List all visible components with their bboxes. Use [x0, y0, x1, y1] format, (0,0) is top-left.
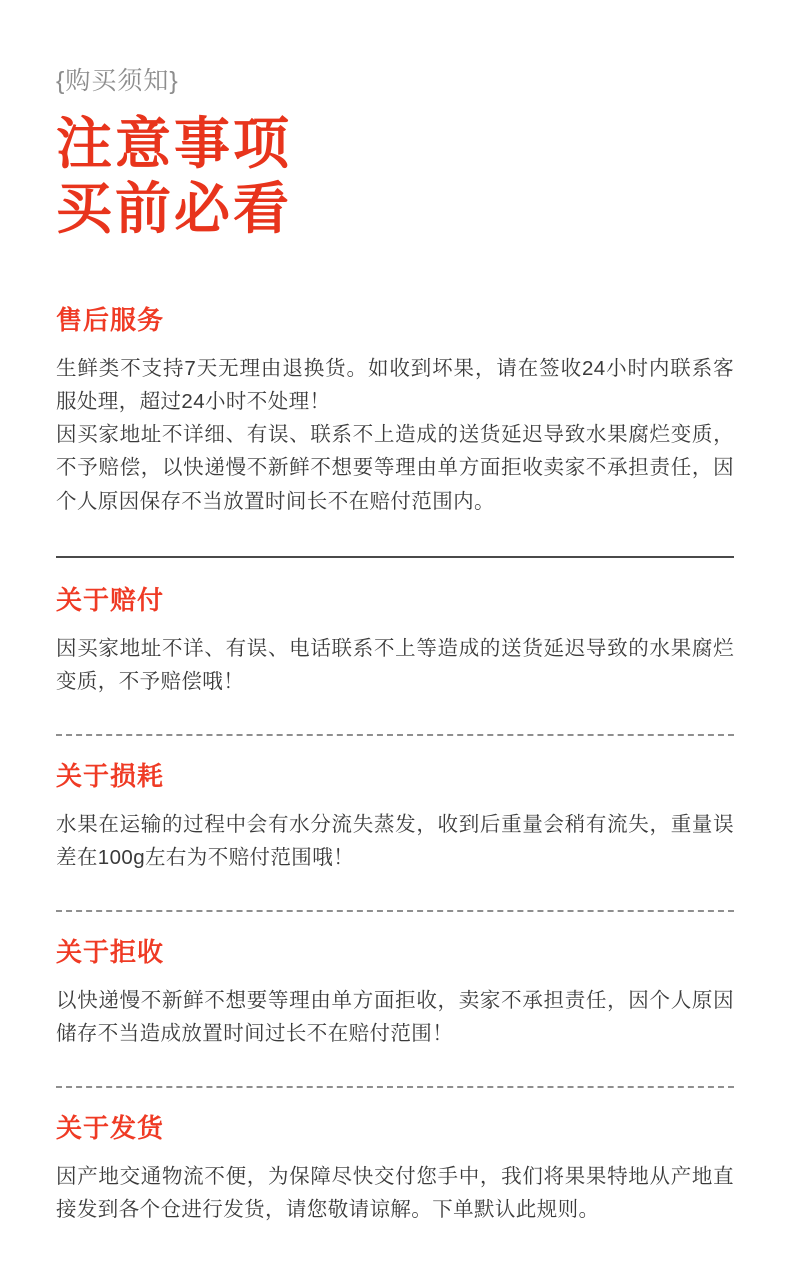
section-heading: 关于发货	[56, 1113, 165, 1144]
page-title-line-1: 注意事项	[56, 112, 292, 175]
section-paragraph: 因产地交通物流不便，为保障尽快交付您手中，我们将果果特地从产地直接发到各个仓进行发货，请您敬请谅解。下单默认此规则。	[56, 1165, 734, 1222]
divider-dashed	[56, 910, 734, 912]
section-heading: 关于拒收	[56, 937, 165, 968]
page-title	[56, 112, 734, 242]
section-body	[56, 1160, 734, 1226]
section-body	[56, 808, 734, 874]
section-body	[56, 352, 734, 518]
section-body	[56, 984, 734, 1050]
section-weight-loss	[56, 760, 734, 888]
page-title-line-2: 买前必看	[56, 176, 292, 240]
section-compensation	[56, 584, 734, 712]
divider-dashed	[56, 734, 734, 736]
section-heading: 关于赔付	[56, 584, 165, 615]
section-shipping	[56, 1112, 734, 1240]
section-heading: 关于损耗	[56, 760, 165, 791]
eyebrow-label: {购买须知}	[56, 67, 179, 95]
section-heading: 售后服务	[56, 304, 165, 335]
section-paragraph: 以快递慢不新鲜不想要等理由单方面拒收，卖家不承担责任，因个人原因储存不当造成放置时间过长不在赔付范围！	[56, 988, 734, 1046]
notice-sections	[56, 304, 734, 1241]
section-paragraph: 因买家地址不详细、有误、联系不上造成的送货延迟导致水果腐烂变质，不予赔偿，以快递慢不新鲜不想要等理由单方面拒收卖家不承担责任，因个人原因保存不当放置时间长不在赔付范围内。	[56, 423, 734, 513]
section-rejection	[56, 936, 734, 1064]
divider-solid	[56, 556, 734, 558]
section-paragraph: 水果在运输的过程中会有水分流失蒸发，收到后重量会稍有流失，重量误差在100g左右为不赔付范围哦！	[56, 812, 734, 869]
divider-dashed	[56, 1086, 734, 1088]
section-body	[56, 632, 734, 698]
section-paragraph: 生鲜类不支持7天无理由退换货。如收到坏果，请在签收24小时内联系客服处理，超过24小时不处理！	[56, 356, 734, 413]
section-paragraph: 因买家地址不详、有误、电话联系不上等造成的送货延迟导致的水果腐烂变质，不予赔偿哦！	[56, 636, 734, 693]
section-after-sales	[56, 304, 734, 532]
page-header	[56, 0, 734, 242]
